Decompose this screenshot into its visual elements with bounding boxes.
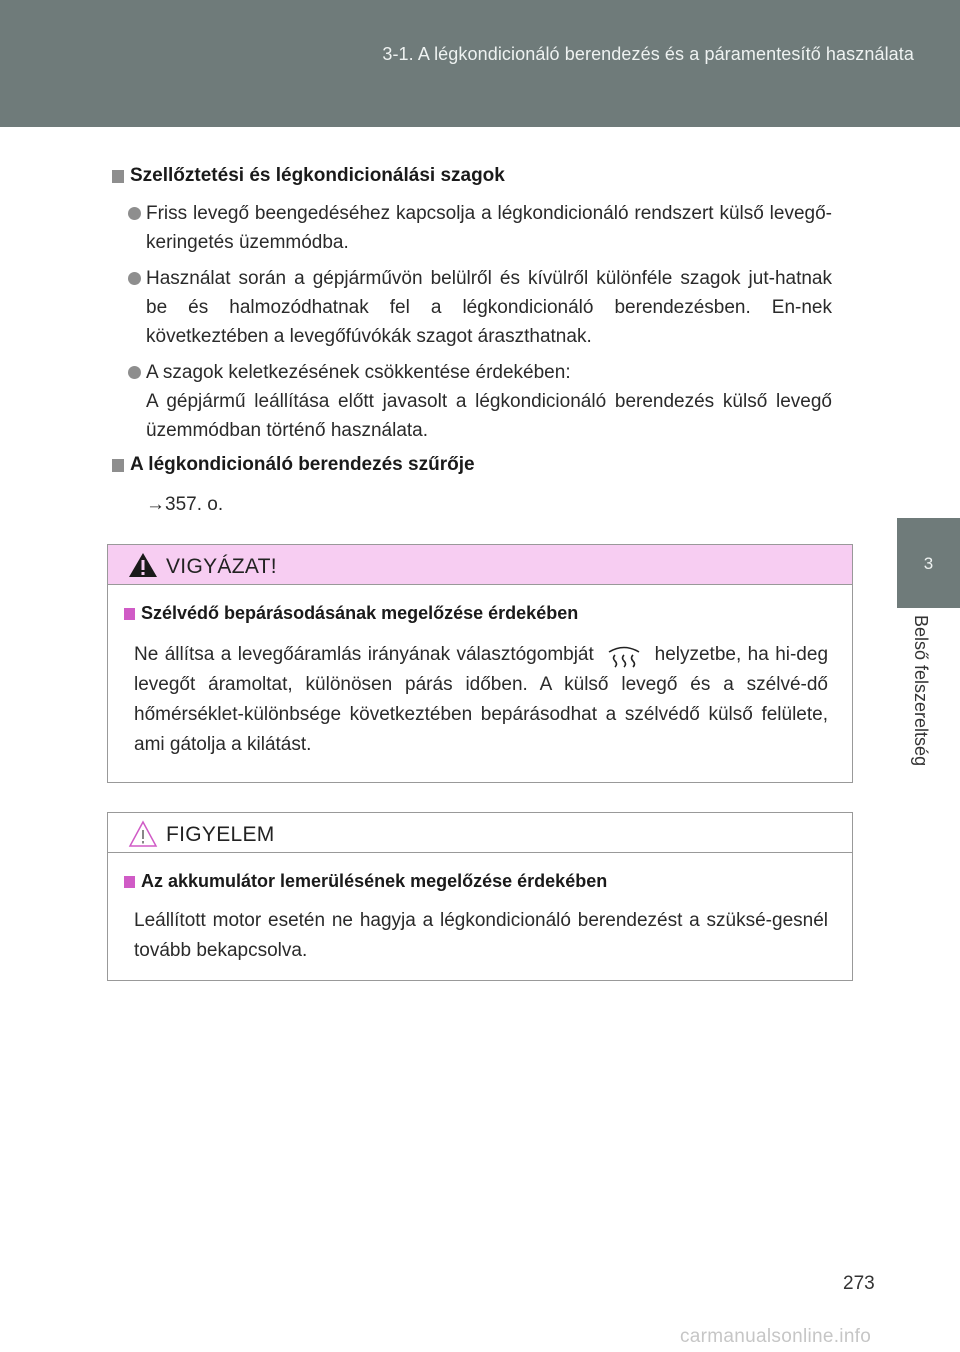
circle-bullet-icon (128, 207, 141, 220)
bullet-list (112, 199, 832, 445)
watermark: carmanualsonline.info (680, 1326, 872, 1347)
square-bullet-icon (112, 459, 124, 472)
square-bullet-icon (112, 170, 124, 183)
warning-header (108, 545, 852, 585)
chapter-number: 3 (923, 554, 934, 573)
warning-subheading: Szélvédő bepárásodásának megelőzése érdekében (124, 603, 828, 624)
page-number: 273 (843, 1273, 875, 1294)
section-heading-odors (112, 163, 832, 189)
circle-bullet-icon (128, 366, 141, 379)
warning-box (107, 544, 853, 783)
chapter-label: Belső felszereltség (911, 615, 931, 767)
windshield-defrost-icon (606, 641, 642, 669)
notice-header (108, 813, 852, 853)
list-item: Friss levegő beengedéséhez kapcsolja a légkondicionáló rendszert külső levegő-keringetés üzemmódba. (128, 199, 832, 257)
warning-title: VIGYÁZAT! (166, 555, 277, 578)
list-item (128, 358, 832, 445)
header-bar (0, 0, 960, 127)
warning-triangle-outline-icon (128, 820, 158, 848)
warning-text: Ne állítsa a levegőáramlás irányának választógombját helyzetbe, ha hi-deg levegőt áramoltat, különösen párás időben. A külső levegő és a szélvé-dő hőmérséklet-különbsége következtében bepárásodhat a szélvédő külső felülete, ami gátolja a kilátást. (124, 640, 828, 760)
main-content (112, 163, 832, 516)
warning-triangle-filled-icon (128, 552, 158, 578)
square-bullet-icon (124, 608, 135, 620)
warning-body (108, 585, 852, 760)
section-heading-text: A légkondicionáló berendezés szűrője (130, 454, 475, 475)
list-item: Használat során a gépjárművön belülről és kívülről különféle szagok jut-hatnak be és halmozódhatnak fel a légkondicionáló berendezésben. En-nek következtében a levegőfúvókák szagot áraszthatnak. (128, 264, 832, 351)
circle-bullet-icon (128, 272, 141, 285)
notice-subheading: Az akkumulátor lemerülésének megelőzése érdekében (124, 871, 828, 892)
notice-body (108, 853, 852, 966)
page-reference-link[interactable]: →357. o. (146, 494, 224, 515)
bullet-line: A szagok keletkezésének csökkentése érdekében: (146, 362, 571, 383)
chapter-tab (897, 518, 960, 608)
section-heading-filter (112, 452, 832, 478)
notice-box (107, 812, 853, 981)
square-bullet-icon (124, 876, 135, 888)
notice-text: Leállított motor esetén ne hagyja a légkondicionáló berendezést a szüksé-gesnél tovább bekapcsolva. (134, 910, 828, 961)
bullet-line: A gépjármű leállítása előtt javasolt a légkondicionáló berendezés külső levegő üzemmódban történő használata. (146, 391, 832, 441)
chapter-title: 3-1. A légkondicionáló berendezés és a páramentesítő használata (382, 44, 914, 64)
section-heading-text: Szellőztetési és légkondicionálási szagok (130, 165, 505, 186)
notice-title: FIGYELEM (166, 823, 275, 846)
